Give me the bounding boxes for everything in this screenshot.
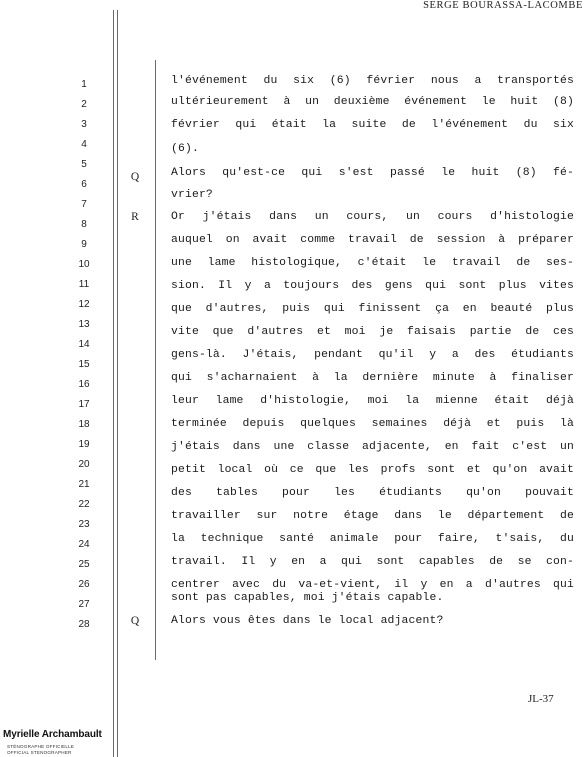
line-number: 28: [78, 619, 90, 630]
line-number: 4: [81, 139, 87, 150]
transcript-line: des tables pour les étudiants qu'on pouvait: [171, 487, 574, 499]
line-number: 12: [78, 299, 90, 310]
transcript-line: Or j'étais dans un cours, un cours d'histologie: [171, 211, 574, 223]
speaker-label-answer: R: [131, 211, 139, 223]
line-number: 25: [78, 559, 90, 570]
transcript-line: auquel on avait comme travail de session à préparer: [171, 234, 574, 246]
transcript-line: j'étais dans une classe adjacente, en fait c'est un: [171, 441, 574, 453]
stenographer-name: Myrielle Archambault: [3, 729, 102, 740]
transcript-line: que d'autres, puis qui finissent ça en beauté plus: [171, 303, 574, 315]
line-number: 8: [81, 219, 87, 230]
transcript-line: (6).: [171, 143, 199, 155]
transcript-line: petit local où ce que les profs sont et qu'on avait: [171, 464, 574, 476]
transcript-line: l'événement du six (6) février nous a transportés: [171, 75, 574, 87]
line-number: 17: [78, 399, 90, 410]
transcript-line: leur lame d'histologie, moi la mienne était déjà: [171, 395, 574, 407]
line-number: 24: [78, 539, 90, 550]
line-number: 15: [78, 359, 90, 370]
transcript-line: sion. Il y a toujours des gens qui sont plus vites: [171, 280, 574, 292]
line-number: 21: [78, 479, 90, 490]
transcript-line: Alors vous êtes dans le local adjacent?: [171, 615, 444, 627]
transcript-line: Alors qu'est-ce qui s'est passé le huit (8) fé-: [171, 167, 574, 179]
transcript-line: centrer avec du va-et-vient, il y en a d'autres qui: [171, 579, 574, 591]
transcript-line: la technique santé animale pour faire, t'sais, du: [171, 533, 574, 545]
line-number: 26: [78, 579, 90, 590]
line-number: 18: [78, 419, 90, 430]
line-number: 23: [78, 519, 90, 530]
line-number: 16: [78, 379, 90, 390]
transcript-line: qui s'acharnaient à la dernière minute à finaliser: [171, 372, 574, 384]
line-number: 2: [81, 99, 87, 110]
line-number: 19: [78, 439, 90, 450]
line-number: 9: [81, 239, 87, 250]
line-number: 5: [81, 159, 87, 170]
line-number: 14: [78, 339, 90, 350]
stenographer-title-fr: STÉNOGRAPHE OFFICIELLE: [7, 744, 75, 749]
transcript-line: vrier?: [171, 189, 213, 201]
transcript-line: une lame histologique, c'était le travail de ses-: [171, 257, 574, 269]
line-number: 20: [78, 459, 90, 470]
transcript-line: gens-là. J'étais, pendant qu'il y a des étudiants: [171, 349, 574, 361]
line-number: 11: [78, 279, 90, 290]
line-number: 7: [81, 199, 87, 210]
line-number: 22: [78, 499, 90, 510]
line-number: 3: [81, 119, 87, 130]
line-number: 1: [81, 79, 87, 90]
transcript-line: vite que d'autres et moi je faisais partie de ces: [171, 326, 574, 338]
transcript-line: travail. Il y en a qui sont capables de se con-: [171, 556, 574, 568]
speaker-label-question: Q: [130, 615, 140, 627]
margin-rule-outer: [113, 10, 114, 757]
speaker-column-rule: [155, 60, 156, 660]
transcript-line: travailler sur notre étage dans le département de: [171, 510, 574, 522]
line-number: 10: [78, 259, 90, 270]
witness-name-header: SERGE BOURASSA-LACOMBE: [423, 0, 583, 11]
line-number: 27: [78, 599, 90, 610]
line-number: 6: [81, 179, 87, 190]
transcript-line: ultérieurement à un deuxième événement le huit (8): [171, 96, 574, 108]
transcript-line: sont pas capables, moi j'étais capable.: [171, 592, 444, 604]
stenographer-title-en: OFFICIAL STENOGRAPHER: [7, 750, 72, 755]
speaker-label-question: Q: [130, 171, 140, 183]
transcript-line: février qui était la suite de l'événement du six: [171, 119, 574, 131]
line-number: 13: [78, 319, 90, 330]
transcript-line: terminée depuis quelques semaines déjà et puis là: [171, 418, 574, 430]
page-code: JL-37: [528, 693, 554, 705]
margin-rule-inner: [117, 10, 118, 757]
